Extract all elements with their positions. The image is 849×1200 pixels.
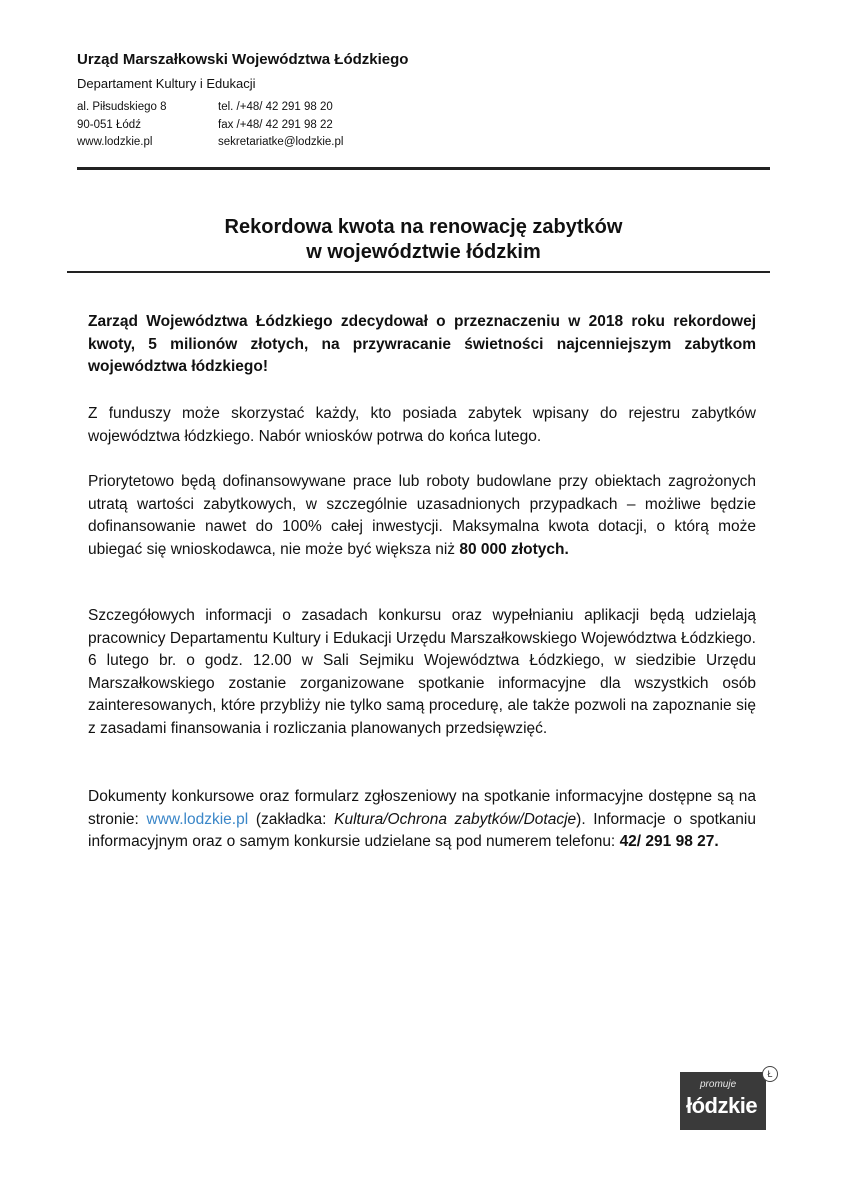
department-name: Departament Kultury i Edukacji: [77, 76, 256, 91]
document-title: [77, 215, 770, 265]
paragraph-priority-text: Priorytetowo będą dofinansowywane prace lub roboty budowlane przy obiektach zagrożonych utratą wartości zabytkowych, w szczególnie uzasadnionych przypadkach – możliwe będzie dofinansowanie nawet do 100% całej inwestycji. Maksymalna kwota dotacji, o którą może ubiegać się wnioskodawca, nie może być większa niż: [88, 473, 756, 558]
max-amount: 80 000 złotych.: [459, 540, 569, 558]
title-divider: [67, 271, 770, 273]
title-line-2: w województwie łódzkim: [306, 241, 541, 263]
title-line-1: Rekordowa kwota na renowację zabytków: [224, 216, 623, 238]
logo-mark-icon: Ł: [762, 1066, 778, 1082]
tab-path: Kultura/Ochrona zabytków/Dotacje: [334, 810, 577, 828]
logo-tagline: promuje: [700, 1079, 737, 1090]
header-divider: [77, 167, 770, 170]
contact-email[interactable]: sekretariatke@lodzkie.pl: [218, 136, 344, 148]
contact-fax: fax /+48/ 42 291 98 22: [218, 118, 333, 131]
documents-text-end: .: [714, 833, 719, 851]
documents-text-a: Dokumenty konkursowe oraz formularz zgłoszeniowy na spotkanie informacyjne dostępne są na stronie:: [88, 788, 756, 828]
paragraph-documents: [88, 786, 756, 854]
contact-phone: tel. /+48/ 42 291 98 20: [218, 101, 333, 113]
address-street: al. Piłsudskiego 8: [77, 101, 167, 113]
address-city: 90-051 Łódź: [77, 118, 141, 131]
address-website[interactable]: www.lodzkie.pl: [77, 136, 153, 148]
info-phone: 42/ 291 98 27: [619, 833, 715, 851]
paragraph-eligibility: Z funduszy może skorzystać każdy, kto posiada zabytek wpisany do rejestru zabytków województwa łódzkiego. Nabór wniosków potrwa do końca lutego.: [88, 405, 756, 445]
website-link[interactable]: www.lodzkie.pl: [146, 810, 249, 828]
address-block: [77, 99, 167, 152]
organization-name: Urząd Marszałkowski Województwa Łódzkiego: [77, 51, 409, 68]
lead-paragraph: Zarząd Województwa Łódzkiego zdecydował o przeznaczeniu w 2018 roku rekordowej kwoty, 5 milionów złotych, na przywracanie świetności najcenniejszym zabytkom województwa łódzkiego!: [88, 313, 756, 376]
paragraph-priority: [88, 471, 756, 561]
paragraph-details: Szczegółowych informacji o zasadach konkursu oraz wypełnianiu aplikacji będą udzielają pracownicy Departamentu Kultury i Edukacji Urzędu Marszałkowskiego Województwa Łódzkiego. 6 lutego br. o godz. 12.00 w Sali Sejmiku Województwa Łódzkiego, w siedzibie Urzędu Marszałkowskiego zostanie zorganizowane spotkanie informacyjne dla wszystkich osób zainteresowanych, które przybliży nie tylko samą procedurę, ale także pozwoli na zapoznanie się z zasadami finansowania i rozliczania planowanych przedsięwzięć.: [88, 607, 756, 737]
logo-wordmark: łódzkie: [686, 1093, 758, 1118]
documents-text-c: ). Informacje o spotkaniu informacyjnym oraz o samym konkursie udzielane są pod numerem telefonu:: [88, 810, 756, 851]
contact-block: [218, 99, 343, 152]
documents-text-b: (zakładka:: [248, 810, 335, 828]
